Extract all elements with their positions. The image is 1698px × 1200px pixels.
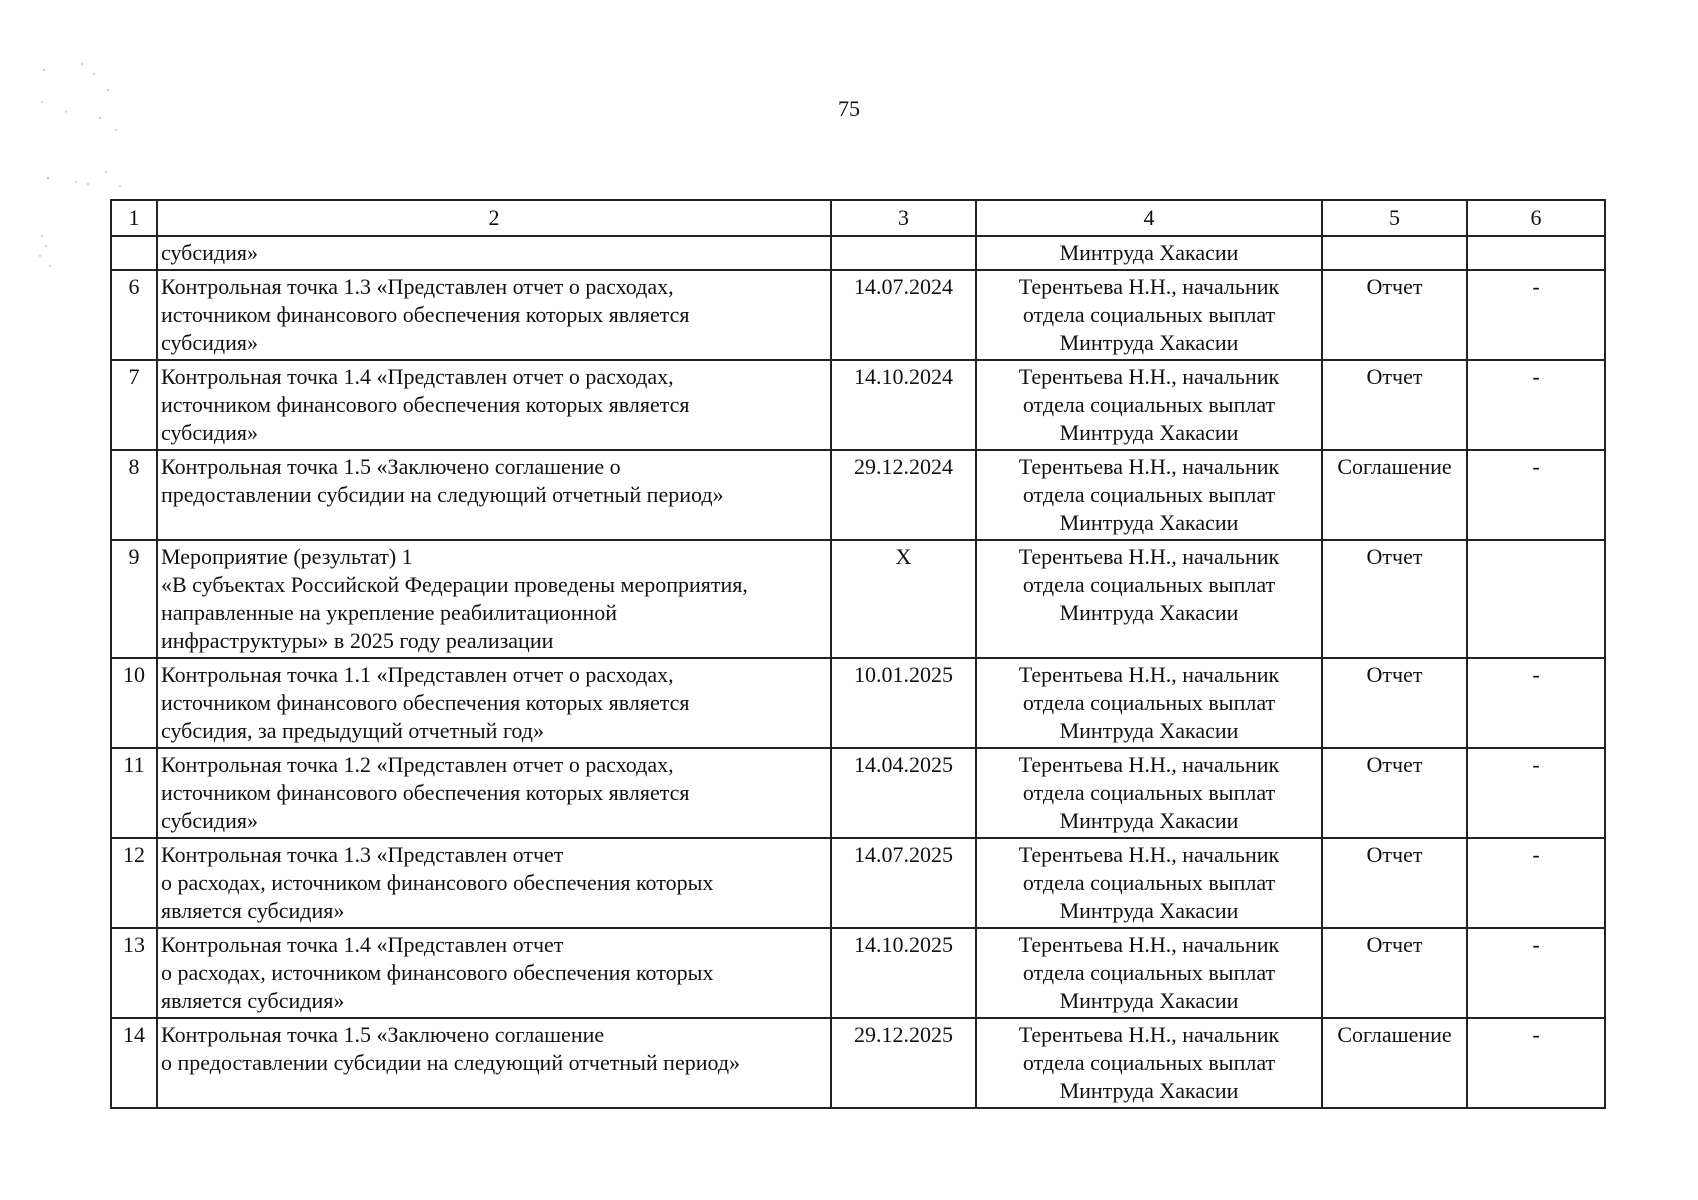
item-name bbox=[157, 540, 831, 658]
responsible-line: Минтруда Хакасии bbox=[1059, 600, 1239, 625]
row-number: 6 bbox=[111, 270, 157, 360]
table-row bbox=[111, 236, 1605, 270]
item-name bbox=[157, 270, 831, 360]
deadline-date: 14.07.2024 bbox=[831, 270, 976, 360]
responsible-line: отдела социальных выплат bbox=[1022, 482, 1276, 507]
responsible-person bbox=[976, 360, 1322, 450]
schedule-table bbox=[110, 199, 1606, 1109]
responsible-line: отдела социальных выплат bbox=[1022, 392, 1276, 417]
item-name-line: субсидия, за предыдущий отчетный год» bbox=[161, 718, 544, 743]
deadline-date: 29.12.2025 bbox=[831, 1018, 976, 1108]
responsible-line: Минтруда Хакасии bbox=[1059, 898, 1239, 923]
responsible-line: Минтруда Хакасии bbox=[1059, 1078, 1239, 1103]
responsible-line: Терентьева Н.Н., начальник bbox=[1018, 1022, 1280, 1047]
deadline-date: 14.04.2025 bbox=[831, 748, 976, 838]
responsible-line: отдела социальных выплат bbox=[1022, 780, 1276, 805]
document-type: Отчет bbox=[1322, 748, 1467, 838]
deadline-date bbox=[831, 236, 976, 270]
note-cell: - bbox=[1467, 928, 1605, 1018]
deadline-date: 10.01.2025 bbox=[831, 658, 976, 748]
header-cell-1: 1 bbox=[111, 200, 157, 236]
responsible-line: Терентьева Н.Н., начальник bbox=[1018, 662, 1280, 687]
document-type: Отчет bbox=[1322, 928, 1467, 1018]
responsible-line: Минтруда Хакасии bbox=[1059, 718, 1239, 743]
header-cell-6: 6 bbox=[1467, 200, 1605, 236]
item-name-line: «В субъектах Российской Федерации проведены мероприятия, bbox=[161, 572, 748, 597]
item-name-line: является субсидия» bbox=[161, 988, 345, 1013]
responsible-person bbox=[976, 236, 1322, 270]
note-cell: - bbox=[1467, 1018, 1605, 1108]
document-type: Отчет bbox=[1322, 658, 1467, 748]
responsible-person bbox=[976, 928, 1322, 1018]
note-cell: - bbox=[1467, 748, 1605, 838]
item-name-line: Контрольная точка 1.5 «Заключено соглашение о bbox=[161, 454, 621, 479]
responsible-line: Минтруда Хакасии bbox=[1059, 808, 1239, 833]
table-row bbox=[111, 450, 1605, 540]
row-number: 7 bbox=[111, 360, 157, 450]
responsible-line: отдела социальных выплат bbox=[1022, 870, 1276, 895]
responsible-line: Терентьева Н.Н., начальник bbox=[1018, 842, 1280, 867]
item-name-line: о расходах, источником финансового обеспечения которых bbox=[161, 870, 714, 895]
item-name-line: Мероприятие (результат) 1 bbox=[161, 544, 413, 569]
item-name bbox=[157, 838, 831, 928]
header-row bbox=[111, 200, 1605, 236]
deadline-date: 14.10.2024 bbox=[831, 360, 976, 450]
note-cell: - bbox=[1467, 838, 1605, 928]
responsible-line: отдела социальных выплат bbox=[1022, 302, 1276, 327]
row-number: 11 bbox=[111, 748, 157, 838]
header-cell-4: 4 bbox=[976, 200, 1322, 236]
note-cell: - bbox=[1467, 270, 1605, 360]
responsible-person bbox=[976, 748, 1322, 838]
document-type: Отчет bbox=[1322, 360, 1467, 450]
item-name-line: Контрольная точка 1.4 «Представлен отчет bbox=[161, 932, 564, 957]
responsible-line: отдела социальных выплат bbox=[1022, 960, 1276, 985]
note-cell bbox=[1467, 540, 1605, 658]
item-name bbox=[157, 360, 831, 450]
document-type: Отчет bbox=[1322, 540, 1467, 658]
table-row bbox=[111, 838, 1605, 928]
document-type: Отчет bbox=[1322, 838, 1467, 928]
table-row bbox=[111, 1018, 1605, 1108]
row-number: 12 bbox=[111, 838, 157, 928]
responsible-line: Терентьева Н.Н., начальник bbox=[1018, 364, 1280, 389]
item-name bbox=[157, 236, 831, 270]
item-name-line: источником финансового обеспечения которых является bbox=[161, 302, 690, 327]
page-number: 75 bbox=[838, 96, 860, 121]
note-cell bbox=[1467, 236, 1605, 270]
table-row bbox=[111, 658, 1605, 748]
responsible-person bbox=[976, 1018, 1322, 1108]
item-name-line: Контрольная точка 1.1 «Представлен отчет о расходах, bbox=[161, 662, 674, 687]
header-cell-3: 3 bbox=[831, 200, 976, 236]
responsible-line: Терентьева Н.Н., начальник bbox=[1018, 544, 1280, 569]
note-cell: - bbox=[1467, 450, 1605, 540]
table-row bbox=[111, 540, 1605, 658]
responsible-person bbox=[976, 270, 1322, 360]
table-row bbox=[111, 928, 1605, 1018]
item-name-line: субсидия» bbox=[161, 420, 259, 445]
item-name-line: Контрольная точка 1.4 «Представлен отчет о расходах, bbox=[161, 364, 674, 389]
table-row bbox=[111, 748, 1605, 838]
responsible-line: Терентьева Н.Н., начальник bbox=[1018, 752, 1280, 777]
document-type: Соглашение bbox=[1322, 450, 1467, 540]
note-cell: - bbox=[1467, 360, 1605, 450]
item-name-line: является субсидия» bbox=[161, 898, 345, 923]
responsible-line: Терентьева Н.Н., начальник bbox=[1018, 932, 1280, 957]
document-type: Соглашение bbox=[1322, 1018, 1467, 1108]
table-row bbox=[111, 360, 1605, 450]
note-cell: - bbox=[1467, 658, 1605, 748]
item-name-line: Контрольная точка 1.2 «Представлен отчет о расходах, bbox=[161, 752, 674, 777]
responsible-person bbox=[976, 450, 1322, 540]
row-number: 9 bbox=[111, 540, 157, 658]
item-name-line: источником финансового обеспечения которых является bbox=[161, 780, 690, 805]
item-name bbox=[157, 450, 831, 540]
row-number: 10 bbox=[111, 658, 157, 748]
item-name-line: предоставлении субсидии на следующий отчетный период» bbox=[161, 482, 724, 507]
deadline-date: X bbox=[831, 540, 976, 658]
responsible-line: отдела социальных выплат bbox=[1022, 572, 1276, 597]
document-type bbox=[1322, 236, 1467, 270]
table-row bbox=[111, 270, 1605, 360]
item-name-line: субсидия» bbox=[161, 240, 259, 265]
item-name-line: Контрольная точка 1.3 «Представлен отчет bbox=[161, 842, 564, 867]
document-type: Отчет bbox=[1322, 270, 1467, 360]
item-name-line: субсидия» bbox=[161, 808, 259, 833]
responsible-line: Минтруда Хакасии bbox=[1059, 988, 1239, 1013]
row-number bbox=[111, 236, 157, 270]
responsible-line: Минтруда Хакасии bbox=[1059, 330, 1239, 355]
header-cell-5: 5 bbox=[1322, 200, 1467, 236]
item-name-line: источником финансового обеспечения которых является bbox=[161, 392, 690, 417]
deadline-date: 14.10.2025 bbox=[831, 928, 976, 1018]
item-name bbox=[157, 658, 831, 748]
item-name bbox=[157, 1018, 831, 1108]
item-name-line: Контрольная точка 1.5 «Заключено соглашение bbox=[161, 1022, 605, 1047]
item-name-line: направленные на укрепление реабилитационной bbox=[161, 600, 618, 625]
row-number: 13 bbox=[111, 928, 157, 1018]
item-name-line: субсидия» bbox=[161, 330, 259, 355]
responsible-line: Терентьева Н.Н., начальник bbox=[1018, 454, 1280, 479]
responsible-line: Минтруда Хакасии bbox=[1059, 420, 1239, 445]
responsible-person bbox=[976, 838, 1322, 928]
responsible-line: Минтруда Хакасии bbox=[1059, 240, 1239, 265]
header-cell-2: 2 bbox=[157, 200, 831, 236]
row-number: 8 bbox=[111, 450, 157, 540]
deadline-date: 14.07.2025 bbox=[831, 838, 976, 928]
item-name-line: Контрольная точка 1.3 «Представлен отчет о расходах, bbox=[161, 274, 674, 299]
item-name bbox=[157, 748, 831, 838]
responsible-person bbox=[976, 540, 1322, 658]
responsible-line: отдела социальных выплат bbox=[1022, 1050, 1276, 1075]
responsible-line: Терентьева Н.Н., начальник bbox=[1018, 274, 1280, 299]
responsible-person bbox=[976, 658, 1322, 748]
item-name bbox=[157, 928, 831, 1018]
deadline-date: 29.12.2024 bbox=[831, 450, 976, 540]
responsible-line: Минтруда Хакасии bbox=[1059, 510, 1239, 535]
item-name-line: о расходах, источником финансового обеспечения которых bbox=[161, 960, 714, 985]
item-name-line: о предоставлении субсидии на следующий отчетный период» bbox=[161, 1050, 741, 1075]
row-number: 14 bbox=[111, 1018, 157, 1108]
responsible-line: отдела социальных выплат bbox=[1022, 690, 1276, 715]
item-name-line: источником финансового обеспечения которых является bbox=[161, 690, 690, 715]
item-name-line: инфраструктуры» в 2025 году реализации bbox=[161, 628, 554, 653]
